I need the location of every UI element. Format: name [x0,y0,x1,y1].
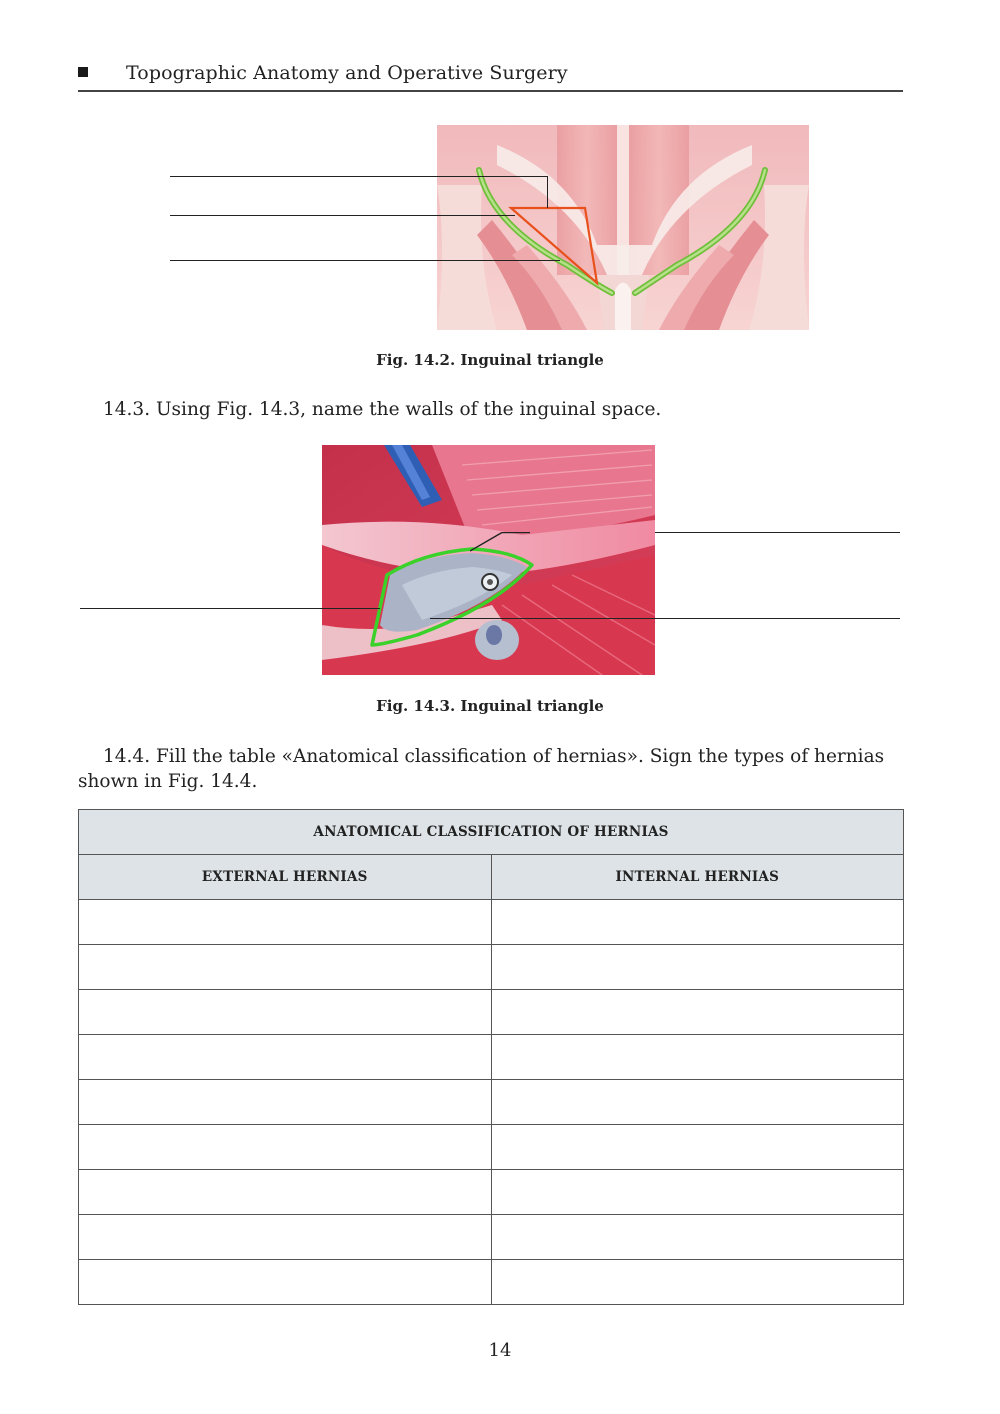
figure-14-2-image [437,125,809,330]
column-header-internal: INTERNAL HERNIAS [491,855,904,900]
external-hernia-cell[interactable] [79,1260,492,1305]
inguinal-region-illustration [437,125,809,330]
table-title: ANATOMICAL CLASSIFICATION OF HERNIAS [79,810,904,855]
internal-hernia-cell[interactable] [491,1170,904,1215]
table-row [79,945,904,990]
task-14-4-text-line2: shown in Fig. 14.4. [78,771,258,792]
leader-line-4-diagonal [470,532,530,552]
internal-hernia-cell[interactable] [491,1215,904,1260]
table-row [79,1035,904,1080]
internal-hernia-cell[interactable] [491,945,904,990]
figure-14-3-caption: Fig. 14.3. Inguinal triangle [376,697,604,715]
external-hernia-cell[interactable] [79,1035,492,1080]
figure-14-2-caption: Fig. 14.2. Inguinal triangle [376,351,604,369]
external-hernia-cell[interactable] [79,945,492,990]
table-row [79,1260,904,1305]
internal-hernia-cell[interactable] [491,990,904,1035]
external-hernia-cell[interactable] [79,990,492,1035]
header-bullet-icon [78,67,88,77]
leader-line-3 [170,260,560,261]
leader-line-2 [170,215,515,216]
internal-hernia-cell[interactable] [491,1125,904,1170]
table-row [79,1080,904,1125]
table-row [79,990,904,1035]
header-divider [78,90,903,92]
internal-hernia-cell[interactable] [491,900,904,945]
figure-14-3-image [322,445,655,675]
task-14-4-text-line1: 14.4. Fill the table «Anatomical classification of hernias». Sign the types of hernias [103,746,885,767]
table-row [79,1170,904,1215]
external-hernia-cell[interactable] [79,1215,492,1260]
external-hernia-cell[interactable] [79,1125,492,1170]
internal-hernia-cell[interactable] [491,1080,904,1125]
internal-hernia-cell[interactable] [491,1260,904,1305]
table-row [79,900,904,945]
table-row [79,1215,904,1260]
leader-line-1-drop [547,176,548,208]
table-row [79,1125,904,1170]
column-header-external: EXTERNAL HERNIAS [79,855,492,900]
external-hernia-cell[interactable] [79,1080,492,1125]
hernia-classification-table [78,809,904,1305]
internal-hernia-cell[interactable] [491,1035,904,1080]
external-hernia-cell[interactable] [79,1170,492,1215]
page-number: 14 [488,1340,512,1361]
leader-line-5 [80,608,380,609]
external-hernia-cell[interactable] [79,900,492,945]
inguinal-space-photo [322,445,655,675]
leader-line-4 [655,532,900,533]
running-header-title: Topographic Anatomy and Operative Surgery [126,62,568,84]
leader-line-1 [170,176,548,177]
task-14-3-text: 14.3. Using Fig. 14.3, name the walls of the inguinal space. [103,399,662,420]
leader-line-6 [430,618,900,619]
